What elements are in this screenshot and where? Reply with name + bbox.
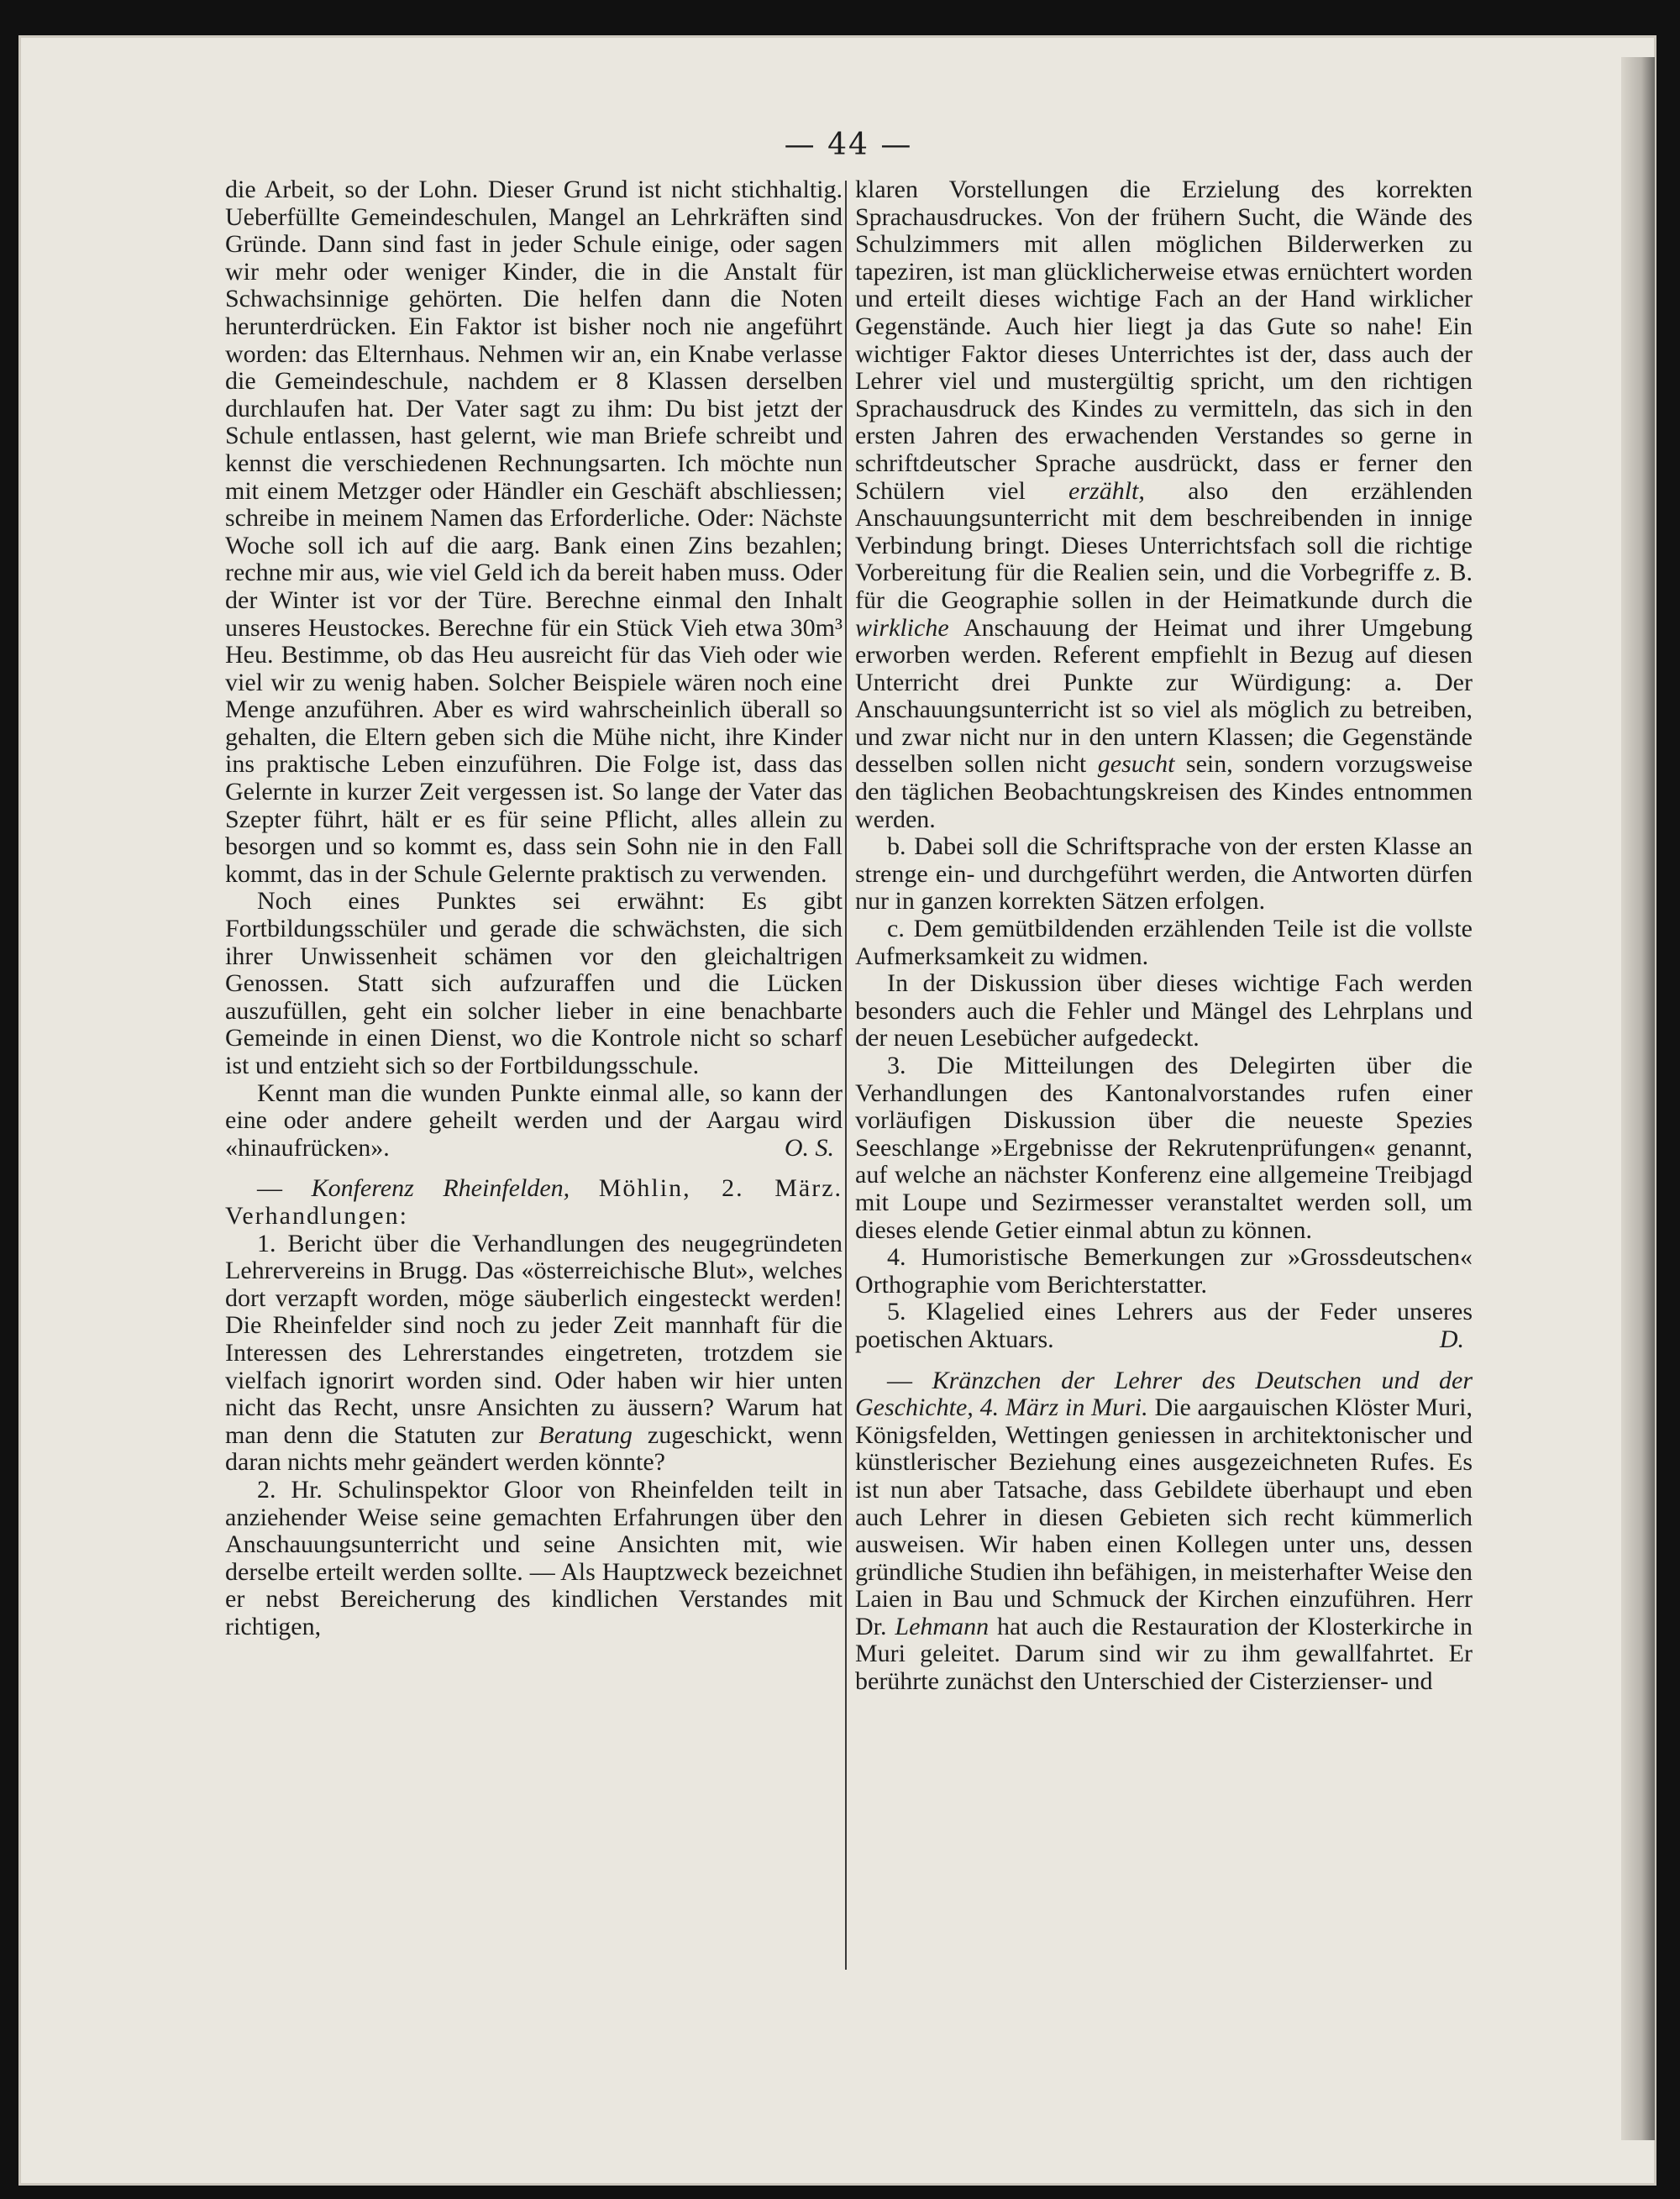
section-title: Kränzchen der Lehrer des Deutschen und der Geschichte, 4. März in Muri. bbox=[855, 1366, 1473, 1422]
paragraph bbox=[225, 1231, 843, 1477]
emphasis: erzählt, bbox=[1068, 476, 1145, 505]
section-title: Konferenz Rheinfelden, bbox=[311, 1174, 570, 1203]
paragraph-text: sein, sondern vorzugsweise den täglichen Beobachtungskreisen des Kindes entnommen werden. bbox=[855, 750, 1473, 833]
dash: — bbox=[887, 1366, 912, 1394]
paragraph: die Arbeit, so der Lohn. Dieser Grund ist nicht stichhaltig. Ueberfüllte Gemeindeschulen, Mangel an Lehrkräften sind Gründe. Dann sind fast in jeder Schule einige, oder sagen wir mehr oder weniger Kinder, die in die Anstalt für Schwachsinnige gehörten. Die helfen dann die Noten herunterdrücken. Ein Faktor ist bisher noch nie angeführt worden: das Elternhaus. Nehmen wir an, ein Knabe verlasse die Gemeindeschule, nachdem er 8 Klassen derselben durchlaufen hat. Der Vater sagt zu ihm: Du bist jetzt der Schule entlassen, hast gelernt, wie man Briefe schreibt und kennst die verschiedenen Rechnungsarten. Ich möchte nun mit einem Metzger oder Händler ein Geschäft abschliessen; schreibe in meinem Namen das Erforderliche. Oder: Nächste Woche soll ich auf die aarg. Bank einen Zins bezahlen; rechne mir aus, wie viel Geld ich da bereit haben muss. Oder der Winter ist vor der Türe. Berechne einmal den Inhalt unseres Heustockes. Berechne für ein Stück Vieh etwa 30m³ Heu. Bestimme, ob das Heu ausreicht für das Vieh oder wie viel wir zu wenig haben. Solcher Beispiele wären noch eine Menge anzuführen. Aber es wird wahrscheinlich überall so gehalten, die Eltern geben sich die Mühe nicht, ihre Kinder ins praktische Leben einzuführen. Die Folge ist, dass das Gelernte in kurzer Zeit vergessen ist. So lange der Vater das Szepter führt, hält er es für seine Pflicht, alles allein zu besorgen und so kommt es, dass sein Sohn nie in den Fall kommt, das in der Schule Gelernte praktisch zu verwenden. bbox=[225, 176, 843, 888]
dash: — bbox=[257, 1174, 282, 1203]
paragraph: 4. Humoristische Bemerkungen zur »Grossdeutschen« Orthographie vom Berichterstatter. bbox=[855, 1243, 1473, 1299]
paragraph-text: hat auch die Restauration der Klosterkirche in Muri geleitet. Darum sind wir zu ihm gewallfahrtet. Er berührte zunächst den Unterschied der Cisterzienser- und bbox=[855, 1612, 1473, 1696]
paragraph-text: Die aargauischen Klöster Muri, Königsfelden, Wettingen geniessen in architektonischer und künstlerischer Beziehung eines ausgezeichneten Rufes. Es ist nun aber Tatsache, dass Gebildete überhaupt und eben auch Lehrer in diesen Gebieten sich recht kümmerlich ausweisen. Wir haben einen Kollegen unter uns, dessen gründliche Studien ihn befähigen, in meisterhafter Weise den Laien in Bau und Schmuck der Kirchen einzuführen. Herr Dr. bbox=[855, 1393, 1473, 1640]
paragraph-text: 5. Klagelied eines Lehrers aus der Feder unseres poetischen Aktuars. bbox=[855, 1298, 1473, 1353]
section-heading-paragraph bbox=[225, 1175, 843, 1230]
page-edge-shadow bbox=[1621, 57, 1655, 2140]
author-signature: D. bbox=[1439, 1325, 1464, 1353]
left-column bbox=[225, 176, 843, 1640]
paragraph-text: Kennt man die wunden Punkte einmal alle, so kann der eine oder andere geheilt werden und der Aargau wird «hinaufrücken». bbox=[225, 1079, 843, 1162]
right-column bbox=[855, 176, 1473, 1696]
paragraph bbox=[855, 176, 1473, 833]
emphasis: Lehmann bbox=[895, 1612, 990, 1640]
paragraph: In der Diskussion über dieses wichtige Fach werden besonders auch die Fehler und Mängel des Lehrplans und der neuen Lesebücher aufgedeckt. bbox=[855, 969, 1473, 1052]
paragraph: c. Dem gemütbildenden erzählenden Teile ist die vollste Aufmerksamkeit zu widmen. bbox=[855, 915, 1473, 970]
page-number: — 44 — bbox=[784, 128, 913, 162]
emphasis: Beratung bbox=[538, 1420, 633, 1449]
paragraph bbox=[855, 1299, 1473, 1353]
column-divider bbox=[845, 181, 847, 1970]
paragraph: 2. Hr. Schulinspektor Gloor von Rheinfelden teilt in anziehender Weise seine gemachten Erfahrungen über den Anschauungsunterricht und seine Ansichten mit, wie derselbe erteilt werden sollte. — Als Hauptzweck bezeichnet er nebst Bereicherung des kindlichen Verstandes mit richtigen, bbox=[225, 1475, 843, 1640]
paragraph bbox=[225, 1080, 843, 1162]
paragraph-text: Anschauung der Heimat und ihrer Umgebung erworben werden. Referent empfiehlt in Bezug auf diesen Unterricht drei Punkte zur Würdigung: a. Der Anschauungsunterricht ist so viel als möglich zu betreiben, und zwar nicht nur in den untern Klassen; die Gegenstände desselben sollen nicht bbox=[855, 613, 1473, 779]
paragraph: 3. Die Mitteilungen des Delegirten über die Verhandlungen des Kantonalvorstandes rufen einer vorläufigen Diskussion über die neueste Spezies Seeschlange »Ergebnisse der Rekrutenprüfungen« genannt, auf welche an nächster Konferenz eine allgemeine Treibjagd mit Loupe und Sezirmesser veranstaltet werden soll, um dieses elende Getier einmal abtun zu können. bbox=[855, 1052, 1473, 1244]
emphasis: gesucht bbox=[1097, 750, 1175, 779]
section-subtitle: Möhlin, 2. März. Verhandlungen: bbox=[225, 1174, 843, 1230]
author-signature: O. S. bbox=[784, 1133, 834, 1162]
paragraph: Noch eines Punktes sei erwähnt: Es gibt Fortbildungsschüler und gerade die schwächsten, die sich ihrer Unwissenheit schämen vor den gleichaltrigen Genossen. Statt sich aufzuraffen und die Lücken auszufüllen, geht ein solcher lieber in eine benachbarte Gemeinde in einen Dienst, wo die Kontrole nicht so scharf ist und entzieht sich so der Fortbildungsschule. bbox=[225, 887, 843, 1079]
emphasis: wirkliche bbox=[855, 613, 949, 642]
paragraph-text: 1. Bericht über die Verhandlungen des neugegründeten Lehrervereins in Brugg. Das «österreichische Blut», welches dort verzapft worden, möge säuberlich eingesteckt werden! Die Rheinfelder sind noch zu jeder Zeit mannhaft für die Interessen des Lehrerstandes eingetreten, trotzdem sie vielfach ignorirt worden sind. Oder haben wir hier unten nicht das Recht, unsre Ansichten zu äussern? Warum hat man denn die Statuten zur bbox=[225, 1229, 843, 1449]
paragraph-text: zugeschickt, wenn daran nichts mehr geändert werden könnte? bbox=[225, 1420, 843, 1477]
paragraph-text: also den erzählenden Anschauungsunterricht mit dem beschreibenden in innige Verbindung bringt. Dieses Unterrichtsfach soll die richtige Vorbereitung für die Realien sein, und die Vorbegriffe z. B. für die Geographie sollen in der Heimatkunde durch die bbox=[855, 476, 1473, 614]
paragraph-text: klaren Vorstellungen die Erzielung des korrekten Sprachausdruckes. Von der frühern Sucht, die Wände des Schulzimmers mit allen möglichen Bilderwerken zu tapeziren, ist man glücklicherweise etwas ernüchtert worden und erteilt dieses wichtige Fach an der Hand wirklicher Gegenstände. Auch hier liegt ja das Gute so nahe! Ein wichtiger Faktor dieses Unterrichtes ist der, dass auch der Lehrer viel und mustergültig spricht, um den richtigen Sprachausdruck des Kindes zu vermitteln, das sich in den ersten Jahren des erwachenden Verstandes so gerne in schriftdeutscher Sprache ausdrückt, dass er ferner den Schülern viel bbox=[855, 176, 1473, 505]
paragraph: b. Dabei soll die Schriftsprache von der ersten Klasse an strenge ein- und durchgeführt werden, die Antworten dürfen nur in ganzen korrekten Sätzen erfolgen. bbox=[855, 832, 1473, 916]
section-heading-paragraph bbox=[855, 1367, 1473, 1696]
